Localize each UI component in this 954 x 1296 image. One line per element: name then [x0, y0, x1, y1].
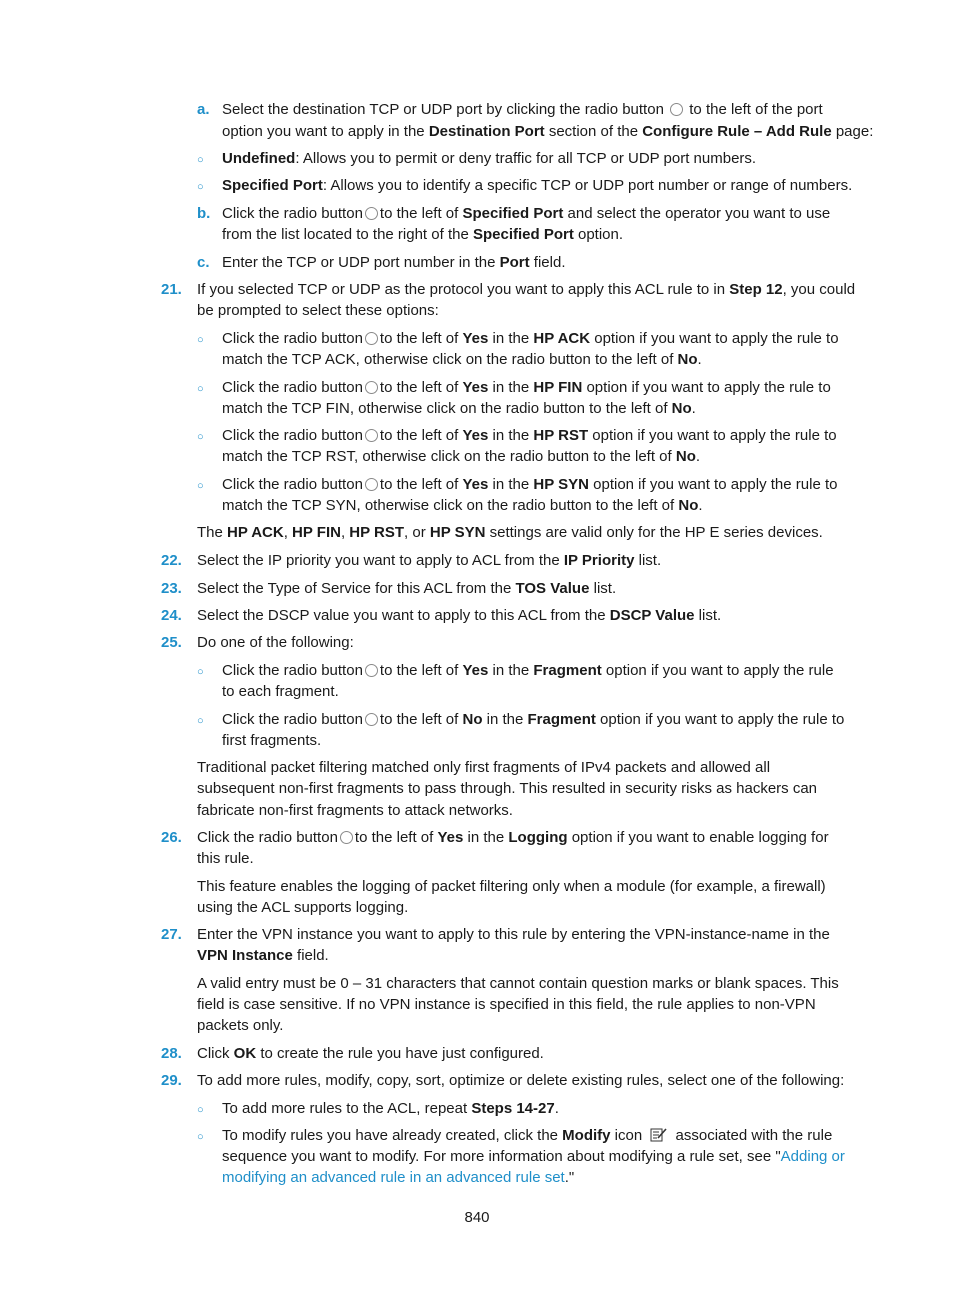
step-b-line-1: Click the radio button to the left of Specified Port and select the operator you want to use: [222, 205, 831, 222]
option-hp-ack-line-1: Click the radio button to the left of Yes in the HP ACK option if you want to apply the rule to: [222, 330, 839, 347]
bullet-icon: ○: [197, 383, 204, 395]
radio-button-icon: [365, 664, 378, 677]
step-24: Select the DSCP value you want to apply to this ACL from the DSCP Value list.: [197, 607, 722, 624]
step-number-23: 23.: [161, 580, 182, 597]
vpn-note-line-1: A valid entry must be 0 – 31 characters that cannot contain question marks or blank spaces. This: [197, 975, 839, 992]
modify-icon: [650, 1127, 667, 1142]
step-c-line: Enter the TCP or UDP port number in the Port field.: [222, 254, 566, 271]
option-hp-rst-line-1: Click the radio button to the left of Yes in the HP RST option if you want to apply the rule to: [222, 427, 837, 444]
step-26-line-2: this rule.: [197, 850, 254, 867]
radio-button-icon: [365, 429, 378, 442]
bullet-icon: ○: [197, 715, 204, 727]
step-a-line-1: Select the destination TCP or UDP port by clicking the radio button to the left of the port: [222, 101, 823, 118]
step-23: Select the Type of Service for this ACL from the TOS Value list.: [197, 580, 617, 597]
radio-button-icon: [365, 713, 378, 726]
option-hp-syn-line-1: Click the radio button to the left of Yes in the HP SYN option if you want to apply the rule to: [222, 476, 838, 493]
vpn-note-line-2: field is case sensitive. If no VPN instance is specified in this field, the rule applies to non-VPN: [197, 996, 816, 1013]
step-b-line-2: from the list located to the right of the Specified Port option.: [222, 226, 624, 243]
option-hp-fin-line-2: match the TCP FIN, otherwise click on the radio button to the left of No.: [222, 400, 696, 417]
step-26-line-1: Click the radio button to the left of Yes in the Logging option if you want to enable logging for: [197, 829, 829, 846]
step-a-line-2: option you want to apply in the Destination Port section of the Configure Rule – Add Rule page:: [222, 123, 874, 140]
vpn-note-line-3: packets only.: [197, 1017, 284, 1034]
sub-step-label-b: b.: [197, 205, 211, 222]
step-number-21: 21.: [161, 281, 182, 298]
hp-settings-note: The HP ACK, HP FIN, HP RST, or HP SYN settings are valid only for the HP E series devices.: [197, 524, 823, 541]
step-number-28: 28.: [161, 1045, 182, 1062]
step-number-26: 26.: [161, 829, 182, 846]
bullet-icon: ○: [197, 154, 204, 166]
option-hp-syn-line-2: match the TCP SYN, otherwise click on the radio button to the left of No.: [222, 497, 703, 514]
step-27-line-1: Enter the VPN instance you want to apply to this rule by entering the VPN-instance-name in the: [197, 926, 830, 943]
sub-step-label-a: a.: [197, 101, 210, 118]
option-modify-line-1: To modify rules you have already created, click the Modify icon associated with the rule: [222, 1127, 833, 1144]
bullet-icon: ○: [197, 666, 204, 678]
bullet-icon: ○: [197, 1131, 204, 1143]
option-fragment-no-line-1: Click the radio button to the left of No in the Fragment option if you want to apply the rule to: [222, 711, 845, 728]
step-21-line-1: If you selected TCP or UDP as the protocol you want to apply this ACL rule to in Step 12, you could: [197, 281, 856, 298]
step-number-27: 27.: [161, 926, 182, 943]
option-hp-fin-line-1: Click the radio button to the left of Yes in the HP FIN option if you want to apply the rule to: [222, 379, 831, 396]
option-hp-ack-line-2: match the TCP ACK, otherwise click on the radio button to the left of No.: [222, 351, 702, 368]
radio-button-icon: [365, 381, 378, 394]
step-number-24: 24.: [161, 607, 182, 624]
radio-button-icon: [365, 478, 378, 491]
step-29: To add more rules, modify, copy, sort, optimize or delete existing rules, select one of the following:: [197, 1072, 845, 1089]
step-22: Select the IP priority you want to apply to ACL from the IP Priority list.: [197, 552, 662, 569]
sub-step-label-c: c.: [197, 254, 210, 271]
option-fragment-no-line-2: first fragments.: [222, 732, 322, 749]
option-add-rules: To add more rules to the ACL, repeat Steps 14-27.: [222, 1100, 559, 1117]
logging-note-line-1: This feature enables the logging of packet filtering only when a module (for example, a firewall): [197, 878, 826, 895]
option-modify-line-2: sequence you want to modify. For more information about modifying a rule set, see "Adding or: [222, 1148, 845, 1165]
radio-button-icon: [340, 831, 353, 844]
radio-button-icon: [670, 103, 683, 116]
page-number: 840: [464, 1209, 490, 1226]
adding-or-modifying-link[interactable]: Adding or: [780, 1148, 845, 1165]
bullet-icon: ○: [197, 431, 204, 443]
option-modify-line-3: modifying an advanced rule in an advanced rule set.": [222, 1169, 575, 1186]
adding-or-modifying-link-continued[interactable]: modifying an advanced rule in an advanced rule set: [222, 1169, 565, 1186]
bullet-icon: ○: [197, 1104, 204, 1116]
step-27-line-2: VPN Instance field.: [197, 947, 329, 964]
step-21-line-2: be prompted to select these options:: [197, 302, 439, 319]
step-28: Click OK to create the rule you have just configured.: [197, 1045, 544, 1062]
radio-button-icon: [365, 207, 378, 220]
option-specified-port: Specified Port: Allows you to identify a specific TCP or UDP port number or range of numbers.: [222, 177, 853, 194]
bullet-icon: ○: [197, 480, 204, 492]
option-hp-rst-line-2: match the TCP RST, otherwise click on the radio button to the left of No.: [222, 448, 701, 465]
option-undefined: Undefined: Allows you to permit or deny traffic for all TCP or UDP port numbers.: [222, 150, 757, 167]
step-25: Do one of the following:: [197, 634, 354, 651]
bullet-icon: ○: [197, 334, 204, 346]
radio-button-icon: [365, 332, 378, 345]
fragment-note-line-1: Traditional packet filtering matched only first fragments of IPv4 packets and allowed all: [197, 759, 771, 776]
fragment-note-line-2: subsequent non-first fragments to pass through. This resulted in security risks as hackers can: [197, 780, 818, 797]
step-number-22: 22.: [161, 552, 182, 569]
step-number-29: 29.: [161, 1072, 182, 1089]
option-fragment-yes-line-2: to each fragment.: [222, 683, 339, 700]
step-number-25: 25.: [161, 634, 182, 651]
logging-note-line-2: using the ACL supports logging.: [197, 899, 409, 916]
bullet-icon: ○: [197, 181, 204, 193]
option-fragment-yes-line-1: Click the radio button to the left of Yes in the Fragment option if you want to apply the rule: [222, 662, 834, 679]
fragment-note-line-3: fabricate non-first fragments to attack networks.: [197, 802, 513, 819]
